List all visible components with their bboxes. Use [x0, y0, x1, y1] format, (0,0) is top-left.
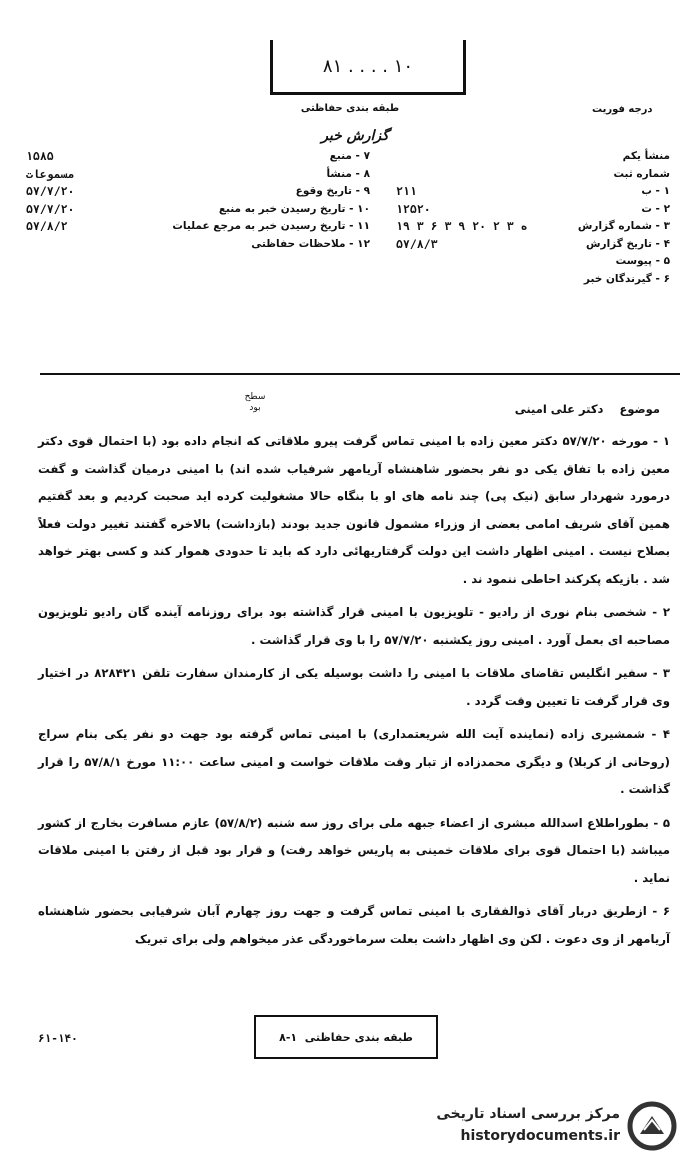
field-value: [20, 236, 36, 254]
field-label: ۱ - ب: [641, 185, 670, 197]
field-label: ۱۲ - ملاحظات حفاظتی: [251, 237, 370, 250]
field-row: [390, 183, 670, 201]
header-fields-left: [20, 148, 370, 253]
subject-line: [430, 402, 660, 416]
field-row: [390, 201, 670, 219]
field-row: [390, 236, 670, 254]
field-row: [20, 183, 370, 201]
page-number: ۶۱-۱۴۰: [38, 1032, 78, 1045]
field-row: [390, 218, 670, 236]
field-label: ۱۰ - تاریخ رسیدن خبر به منبع: [218, 202, 370, 215]
subject-note: سطح بود: [244, 392, 266, 413]
divider-rule: [40, 373, 680, 375]
field-value: ۵۷/۷/۲۰: [26, 201, 75, 216]
field-label: ۸ - منشأ: [326, 167, 370, 180]
field-value: ۵۷/۸/۳: [396, 236, 438, 251]
watermark-name: مرکز بررسی اسناد تاریخی: [436, 1106, 620, 1122]
field-label: شماره ثبت: [613, 167, 670, 180]
field-row: [390, 271, 670, 289]
field-value: [390, 166, 406, 184]
paragraph: ۶ - ازطریق دربار آقای ذوالفقاری با امینی تماس گرفت و جهت روز چهارم آبان شرفیابی بحضور شاهنشاه آریامهر از وی دعوت . لکن وی اظهار داشت بعلت سرماخوردگی عذر میخواهم ولی برای تبریک: [38, 904, 670, 946]
paragraph: ۳ - سفیر انگلیس تقاضای ملاقات با امینی را داشت بوسیله یکی از کارمندان سفارت تلفن ۸۲۸۴۲۱ در اختیار وی قرار گرفت تا تعیین وقت گردد .: [38, 666, 670, 708]
field-row: [20, 236, 370, 254]
paragraph: ۱ - مورخه ۵۷/۷/۲۰ دکتر معین زاده با امینی تماس گرفت پیرو ملاقاتی که انجام داده بود (با احتمال قوی دکتر معین زاده با تفاق یکی دو نفر بحضور شاهنشاه آریامهر شرفیاب شده اند) با امینی درمیان گذاشت و گفت درمورد شهردار سابق (نیک پی) چند نامه های او با بنگاه حالا مشغولیت کرده اید صحبت کردیم و بعد گفتیم همین آقای شریف امامی بعضی از وزراء مشمول قانون جدید بودند (بازداشت) بالاخره گفتند تغییر دولت فعلاً بصلاح نیست . امینی اظهار داشت این دولت گرفتاریهائی دارد که باید تا حدودی هموار کند و کسی بهتر خواهد شد . بازیکه پکرکند احاطی ننمود ند .: [38, 434, 670, 586]
field-value: [390, 253, 406, 271]
field-value: ۱۹ ۳ ۶ ۳ ۹ ۲۰ ۲ ه ۳: [396, 219, 528, 233]
field-label: ۲ - ت: [641, 202, 670, 215]
field-row: [20, 166, 370, 184]
field-value: [390, 148, 406, 166]
classification-box: [270, 40, 466, 95]
field-label: ۶ - گیرندگان خبر: [583, 272, 670, 285]
field-label: ۳ - شماره گزارش: [577, 220, 670, 232]
field-label: ۵ - پیوست: [615, 255, 670, 267]
subject-value: دکتر علی امینی: [514, 402, 604, 416]
paragraph: ۵ - بطوراطلاع اسدالله مبشری از اعضاء جبهه ملی برای روز سه شنبه (۵۷/۸/۲) عازم مسافرت بخارج از کشور میباشد (با احتمال قوی برای ملاقات خمینی به پاریس خواهد رفت) و قرار بود قبل از رفتن با امینی ملاقات نماید .: [38, 815, 670, 885]
watermark-url: historydocuments.ir: [460, 1128, 620, 1144]
report-body: [38, 428, 670, 959]
field-row: [20, 218, 370, 236]
field-label: منشأ یکم: [622, 150, 670, 162]
field-row: [390, 253, 670, 271]
subject-label: موضوع: [619, 402, 660, 416]
degree-label: درجه فوریت: [592, 104, 653, 115]
paragraph: ۲ - شخصی بنام نوری از رادیو - تلویزیون با امینی قرار گذاشته بود برای روزنامه آینده گان رادیو تلویزیون مصاحبه ای بعمل آورد . امینی روز یکشنبه ۵۷/۷/۲۰ را با وی قرار گذاشت .: [38, 605, 670, 647]
field-label: ۱۱ - تاریخ رسیدن خبر به مرجع عملیات: [172, 220, 370, 232]
classification-mark: ۸۱ . . . . ۱۰: [322, 55, 414, 77]
doc-type-label: طبقه بندی حفاظتی: [300, 103, 400, 114]
field-value: ۱۵۸۵: [26, 149, 54, 163]
book-arc-icon: [626, 1100, 678, 1152]
footer-stamp-label: طبقه بندی حفاظتی: [304, 1030, 413, 1044]
footer-classification-box: [254, 1015, 438, 1059]
report-title: گزارش خبر: [321, 128, 389, 144]
field-label: ۹ - تاریخ وقوع: [295, 185, 370, 197]
footer-stamp-value: ۸-۱: [279, 1030, 298, 1044]
field-label: ۴ - تاریخ گزارش: [586, 237, 670, 250]
header-fields-right: [390, 148, 670, 288]
paragraph: ۴ - شمشیری زاده (نماینده آیت الله شریعتمداری) با امینی تماس گرفته بود جهت دو نفر یکی بنام سراج (روحانی از کربلا) و دیگری محمدزاده از تبار وقت ملاقات خواست و امینی ساعت ۱۱:۰۰ مورخ ۵۷/۸/۱ را قرار گذاشت .: [38, 727, 670, 796]
field-row: [20, 148, 370, 166]
field-value: ۵۷/۷/۲۰: [26, 184, 75, 198]
field-value: ۵۷/۸/۲: [26, 219, 68, 233]
field-row: [390, 166, 670, 184]
field-value: ۱۲۵۲۰: [396, 201, 431, 216]
field-row: [20, 201, 370, 219]
field-value: مسموعات: [26, 166, 75, 181]
field-value: ۲۱۱: [396, 184, 417, 198]
field-value: [390, 271, 406, 289]
field-row: [390, 148, 670, 166]
field-label: ۷ - منبع: [329, 150, 370, 162]
